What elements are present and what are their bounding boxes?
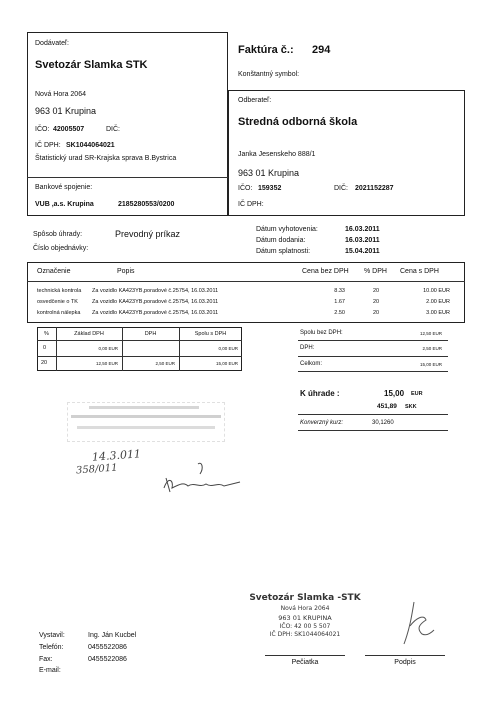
handwritten-number: 358/011: [75, 462, 118, 477]
supplier-ico: 42005507: [53, 126, 85, 133]
vat-cell-base: 0,00 EUR: [98, 346, 118, 351]
item-code: kontrolná nálepka: [37, 310, 81, 316]
supplier-divider: [27, 177, 228, 178]
customer-dic: 2021152287: [355, 185, 394, 192]
item-gross: 2.00 EUR: [426, 299, 450, 305]
supplier-dic-label: DIČ:: [106, 126, 120, 133]
seal-line: [265, 655, 345, 656]
vat-table-divider: [37, 356, 242, 357]
vat-header-base: Základ DPH: [74, 331, 104, 337]
customer-ico-label: IČO:: [238, 185, 253, 192]
delivery-date: 16.03.2011: [345, 237, 380, 244]
totals-divider: [298, 340, 448, 341]
stamp-city: 963 01 KRUPINA: [278, 614, 332, 622]
vat-header-vat: DPH: [144, 331, 157, 337]
due-date-label: Dátum splatnosti:: [256, 248, 311, 255]
vat-cell-total: 15,00 EUR: [215, 361, 238, 366]
payment-method: Prevodný príkaz: [115, 229, 181, 239]
stamp-icdph: IČ DPH: SK1044064021: [269, 631, 341, 638]
bank-account: 2185280553/0200: [118, 201, 175, 208]
vat-cell-base: 12,50 EUR: [95, 361, 118, 366]
amount-due-skk-unit: SKK: [405, 404, 417, 410]
supplier-heading: Dodávateľ:: [35, 40, 69, 47]
item-net: 1.67: [334, 299, 345, 305]
totals-divider: [298, 430, 448, 431]
items-header-divider: [27, 281, 465, 282]
customer-dic-label: DIČ:: [334, 185, 348, 192]
vat-cell-total: 0,00 EUR: [218, 346, 238, 351]
phone-label: Telefón:: [39, 644, 64, 651]
customer-name: Stredná odborná škola: [238, 116, 358, 128]
vat-table-divider: [37, 340, 242, 341]
customer-street: Janka Jesenskeho 888/1: [238, 151, 316, 158]
item-code: technická kontrola: [37, 288, 82, 294]
totals-divider: [298, 371, 448, 372]
received-stamp: [67, 402, 225, 442]
supplier-icdph: SK1044064021: [66, 142, 115, 149]
amount-due-label: K úhrade :: [300, 389, 340, 398]
conversion-rate: 30,1260: [372, 420, 394, 426]
item-desc: Za vozidlo KA423YB,poradové č.25754, 16.03.2011: [92, 299, 219, 305]
total-net-label: Spolu bez DPH:: [300, 330, 343, 336]
vat-cell-rate: 20: [41, 360, 48, 366]
fax-label: Fax:: [39, 656, 53, 663]
stamp-ico: IČO: 42 00 5 507: [279, 623, 331, 630]
item-gross: 10.00 EUR: [423, 288, 450, 294]
bank-name: VUB ,a.s. Krupina: [35, 201, 94, 208]
order-number-label: Číslo objednávky:: [33, 245, 89, 252]
items-header-vat: % DPH: [364, 268, 387, 275]
supplier-city: 963 01 Krupina: [35, 106, 97, 116]
signature-line: [365, 655, 445, 656]
item-code: osvedčenie o TK: [37, 299, 78, 305]
item-desc: Za vozidlo KA423YB,poradové č.25754, 16.03.2011: [92, 310, 219, 316]
fax: 0455522086: [88, 656, 127, 663]
item-net: 8.33: [334, 288, 345, 294]
grand-total-label: Celkom:: [300, 361, 323, 367]
item-vat: 20: [373, 288, 380, 294]
email-label: E-mail:: [39, 667, 61, 674]
amount-due-skk: 451,89: [377, 403, 397, 410]
customer-heading: Odberateľ:: [238, 97, 272, 104]
phone: 0455522086: [88, 644, 127, 651]
supplier-street: Nová Hora 2064: [35, 91, 86, 98]
item-desc: Za vozidlo KA423YB,poradové č.25754, 16.03.2011: [92, 288, 219, 294]
customer-icdph-label: IČ DPH:: [238, 201, 264, 208]
items-header-net: Cena bez DPH: [302, 268, 349, 275]
issued-by: Ing. Ján Kucbel: [88, 632, 137, 639]
amount-due-eur: 15,00: [384, 389, 405, 398]
stamp-street: Nová Hora 2064: [280, 605, 330, 612]
vat-header-total: Spolu s DPH: [194, 331, 227, 337]
supplier-icdph-label: IČ DPH:: [35, 142, 61, 149]
supplier-ico-label: IČO:: [35, 126, 50, 133]
item-gross: 3.00 EUR: [426, 310, 450, 316]
vat-cell-vat: 2,50 EUR: [155, 361, 175, 366]
totals-divider: [298, 356, 448, 357]
invoice-number: 294: [312, 44, 331, 56]
seal-label: Pečiatka: [291, 659, 319, 666]
invoice-title: Faktúra č.:: [238, 44, 294, 56]
items-header-code: Označenie: [37, 268, 71, 275]
constant-symbol-label: Konštantný symbol:: [238, 71, 300, 78]
total-net: 12,50 EUR: [419, 331, 442, 336]
stamp-name: Svetozár Slamka -STK: [249, 593, 361, 603]
vat-header-rate: %: [44, 331, 49, 337]
customer-ico: 159352: [258, 185, 282, 192]
supplier-name: Svetozár Slamka STK: [35, 59, 148, 71]
conversion-rate-label: Konverzný kurz:: [300, 420, 344, 426]
issue-date: 16.03.2011: [345, 226, 380, 233]
signature: [396, 600, 438, 648]
totals-divider: [298, 414, 448, 415]
total-vat-label: DPH:: [300, 345, 315, 351]
signature-label: Podpis: [394, 659, 416, 666]
payment-method-label: Spôsob úhrady:: [33, 231, 83, 238]
handwritten-date: 14.3.011: [91, 447, 142, 464]
items-header-desc: Popis: [117, 268, 135, 275]
item-vat: 20: [373, 299, 380, 305]
delivery-date-label: Dátum dodania:: [256, 237, 306, 244]
item-vat: 20: [373, 310, 380, 316]
supplier-registry: Štatistický urad SR-Krajska sprava B.Bystrica: [35, 155, 177, 162]
vat-cell-rate: 0: [43, 345, 47, 351]
total-vat: 2,50 EUR: [422, 346, 442, 351]
amount-due-eur-unit: EUR: [411, 391, 423, 397]
bank-heading: Bankové spojenie:: [35, 184, 93, 191]
items-header-gross: Cena s DPH: [400, 268, 439, 275]
issued-by-label: Vystavil:: [39, 632, 65, 639]
grand-total: 15,00 EUR: [419, 362, 442, 367]
customer-city: 963 01 Krupina: [238, 168, 300, 178]
item-net: 2.50: [334, 310, 345, 316]
issue-date-label: Dátum vyhotovenia:: [256, 226, 318, 233]
handwritten-signature: [150, 458, 245, 498]
due-date: 15.04.2011: [345, 248, 380, 255]
